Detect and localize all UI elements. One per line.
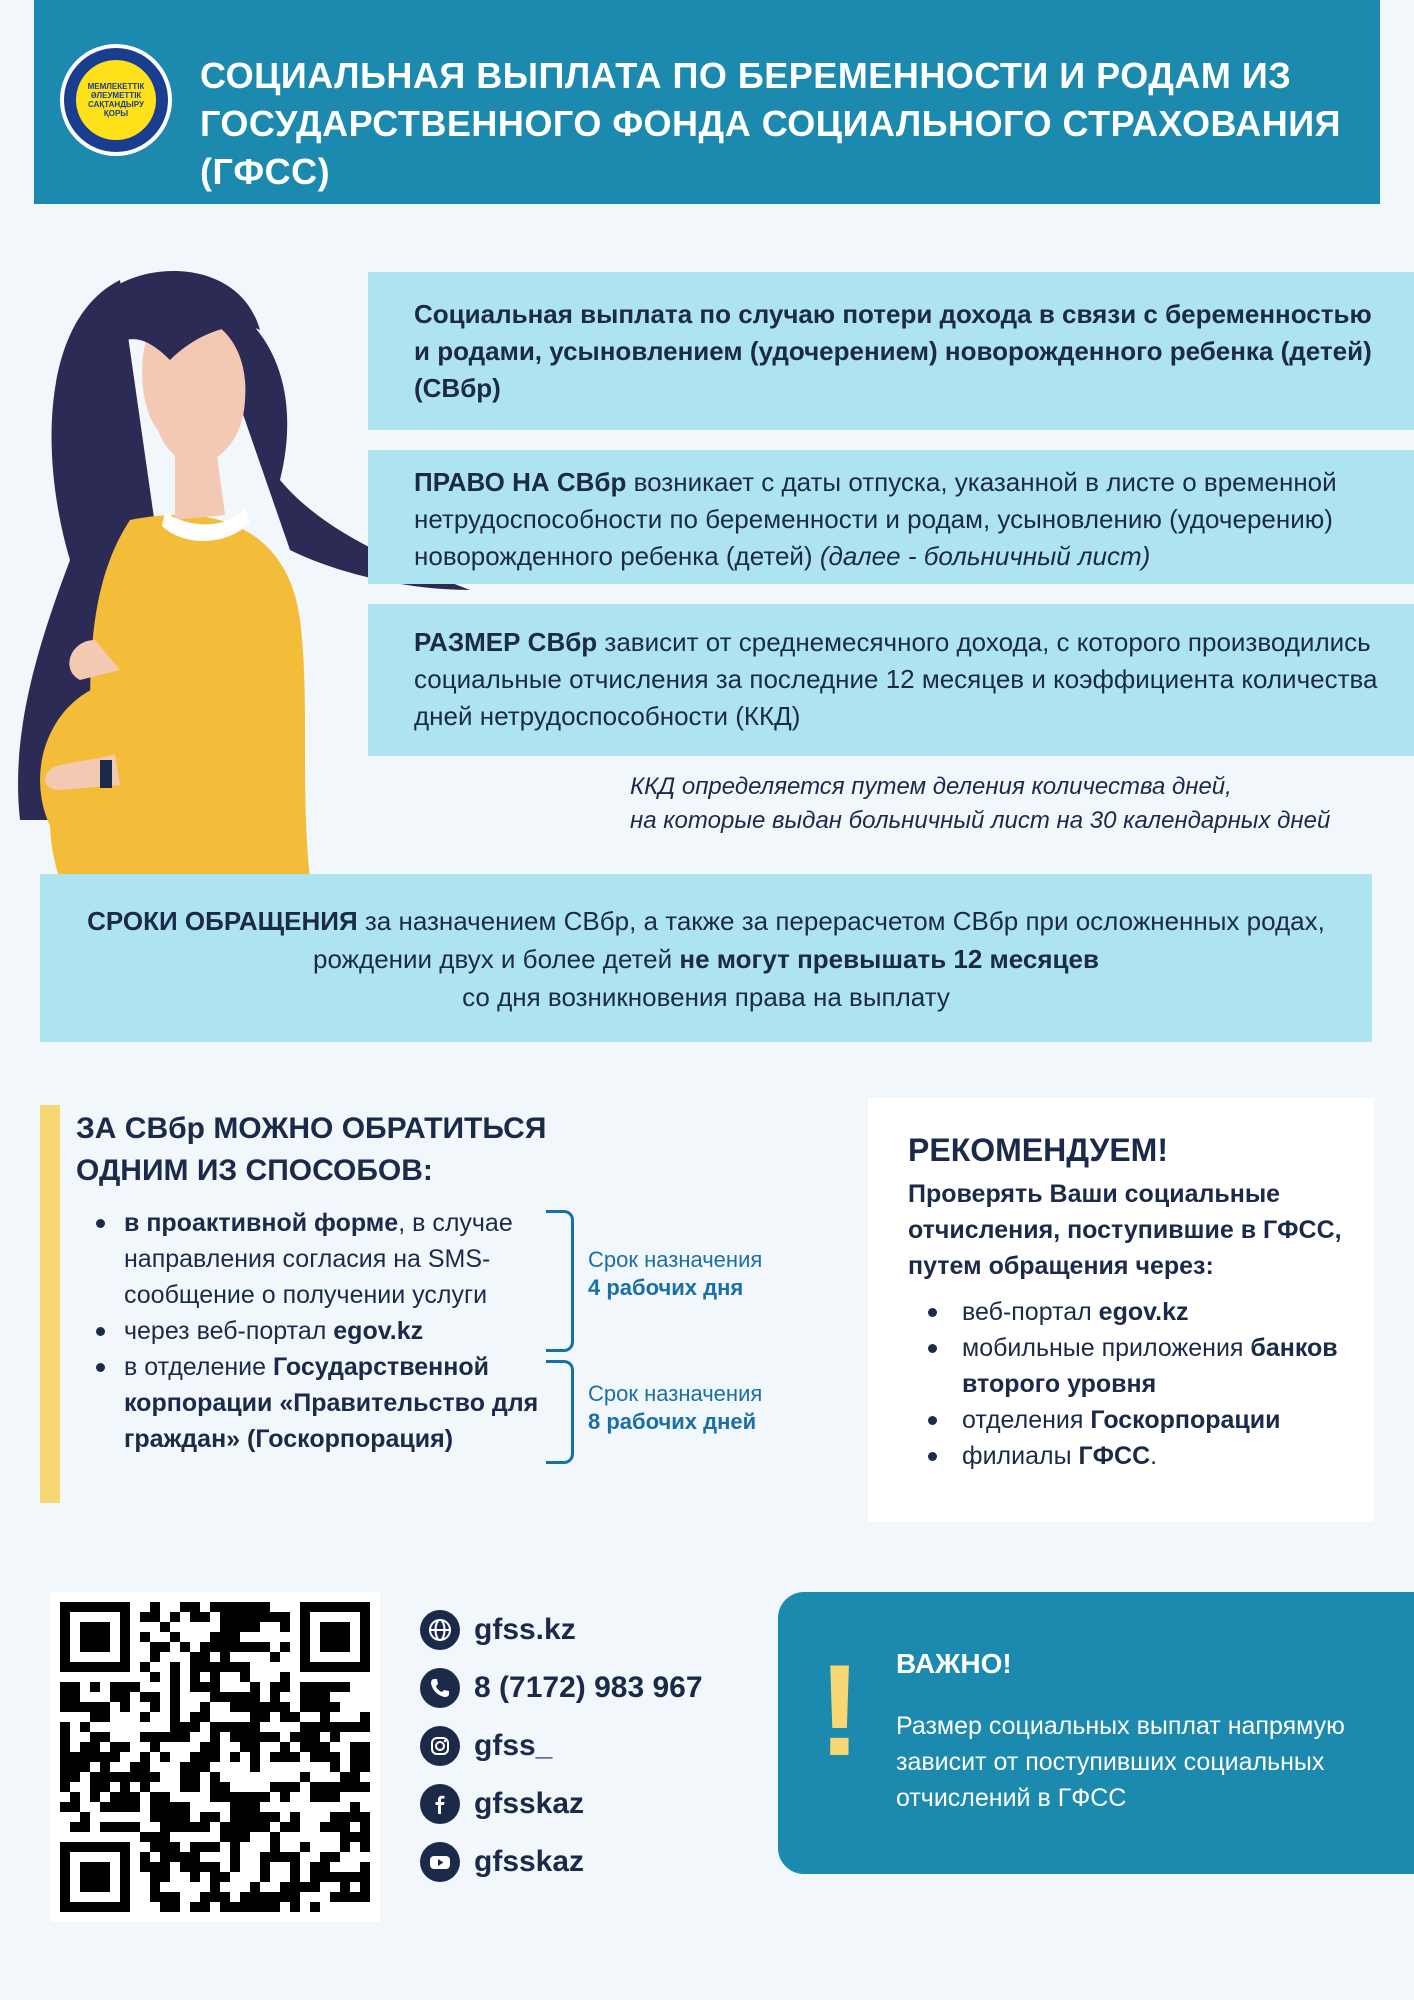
way-egov: egov.kz xyxy=(333,1317,424,1345)
page-title xyxy=(200,52,1360,196)
rec-item-bold: банков второго уровня xyxy=(962,1334,1338,1398)
ways-list xyxy=(96,1205,546,1457)
list-item xyxy=(96,1313,546,1349)
qr-code[interactable] xyxy=(50,1592,380,1922)
important-text: Размер социальных выплат напрямую зависит от поступивших социальных отчислений в ГФСС xyxy=(896,1712,1345,1812)
list-item xyxy=(924,1438,1364,1474)
rec-item-text: мобильные приложения xyxy=(962,1334,1251,1362)
term-label: Срок назначения xyxy=(588,1247,763,1272)
contact-youtube[interactable] xyxy=(420,1842,584,1882)
svbr-size-box xyxy=(368,604,1414,756)
way-egov-text: через веб-портал xyxy=(124,1317,334,1345)
way-proactive-text: , в случае направления согласия на SMS-сообщение о получении услуги xyxy=(124,1209,513,1309)
phone-text[interactable]: 8 (7172) 983 967 xyxy=(474,1671,703,1704)
application-deadline-box xyxy=(40,874,1372,1042)
list-item xyxy=(96,1349,546,1457)
list-item xyxy=(924,1330,1364,1402)
svbr-definition-box xyxy=(368,272,1414,430)
website-text[interactable]: gfss.kz xyxy=(474,1613,576,1646)
title-line-2: ГОСУДАРСТВЕННОГО ФОНДА СОЦИАЛЬНОГО СТРАХОВАНИЯ (ГФСС) xyxy=(200,103,1341,192)
rec-item-text: отделения xyxy=(962,1406,1091,1434)
rec-item-text: веб-портал xyxy=(962,1298,1099,1326)
logo-text: МЕМЛЕКЕТТІК ӘЛЕУМЕТТІК САҚТАНДЫРУ ҚОРЫ xyxy=(76,60,156,140)
size-text: зависит от среднемесячного дохода, с которого производились социальные отчисления за последние 12 месяцев и коэффициента количества дней нетрудоспособности (ККД) xyxy=(414,627,1378,731)
exclamation-icon: ! xyxy=(818,1637,862,1783)
ways-title: ЗА СВбр МОЖНО ОБРАТИТЬСЯ ОДНИМ ИЗ СПОСОБОВ: xyxy=(76,1112,547,1187)
term-label: Срок назначения xyxy=(588,1381,763,1406)
way-corp: Государственной корпорации «Правительство для граждан» (Госкорпорация) xyxy=(124,1353,539,1453)
right-italic-note: (далее - больничный лист) xyxy=(819,541,1151,571)
list-item xyxy=(96,1205,546,1313)
deadline-text-1: за назначением СВбр, а также за перерасчетом СВбр при осложненных родах, рождении двух и более детей xyxy=(313,906,1325,974)
list-item xyxy=(924,1402,1364,1438)
deadline-limit: не могут превышать 12 месяцев xyxy=(679,944,1099,974)
bracket-icon xyxy=(546,1360,574,1464)
recommend-title: РЕКОМЕНДУЕМ! xyxy=(908,1132,1168,1168)
list-item xyxy=(924,1294,1364,1330)
yellow-accent-bar xyxy=(40,1105,60,1503)
important-title: ВАЖНО! xyxy=(896,1648,1012,1679)
contact-facebook[interactable] xyxy=(420,1784,584,1824)
deadline-text-2: со дня возникновения права на выплату xyxy=(462,982,950,1012)
right-heading: ПРАВО НА СВбр xyxy=(414,467,627,497)
term-value: 8 рабочих дней xyxy=(588,1409,757,1434)
instagram-text[interactable]: gfss_ xyxy=(474,1729,553,1762)
youtube-text[interactable]: gfsskaz xyxy=(474,1845,585,1878)
contact-website[interactable] xyxy=(420,1610,576,1650)
globe-icon xyxy=(420,1610,460,1650)
right-to-svbr-box xyxy=(368,450,1414,584)
svbr-definition-text: Социальная выплата по случаю потери дохода в связи с беременностью и родами, усыновлением (удочерением) новорожденного ребенка (детей) (СВбр) xyxy=(414,299,1372,403)
term-8-days xyxy=(588,1380,808,1436)
kkd-note-line-2: на которые выдан больничный лист на 30 календарных дней xyxy=(630,807,1331,834)
term-value: 4 рабочих дня xyxy=(588,1275,744,1300)
right-text: возникает с даты отпуска, указанной в листе о временной нетрудоспособности по беременности и родам, усыновлению (удочерению) новорожденного ребенка (детей) xyxy=(414,467,1337,571)
way-corp-text: в отделение xyxy=(124,1353,273,1381)
rec-item-bold: Госкорпорации xyxy=(1090,1406,1281,1434)
recommend-list xyxy=(924,1294,1364,1474)
rec-item-bold: ГФСС xyxy=(1078,1442,1151,1470)
rec-item-bold: egov.kz xyxy=(1098,1298,1189,1326)
way-proactive: в проактивной форме xyxy=(124,1209,399,1237)
rec-item-end: . xyxy=(1150,1442,1158,1470)
kkd-note xyxy=(630,770,1390,838)
deadline-heading: СРОКИ ОБРАЩЕНИЯ xyxy=(87,906,358,936)
kkd-note-line-1: ККД определяется путем деления количества дней, xyxy=(630,773,1232,800)
facebook-icon xyxy=(420,1784,460,1824)
bracket-icon xyxy=(546,1210,574,1352)
rec-item-text: филиалы xyxy=(962,1442,1079,1470)
facebook-text[interactable]: gfsskaz xyxy=(474,1787,585,1820)
phone-icon xyxy=(420,1668,460,1708)
contact-instagram[interactable] xyxy=(420,1726,552,1766)
title-line-1: СОЦИАЛЬНАЯ ВЫПЛАТА ПО БЕРЕМЕННОСТИ И РОДАМ ИЗ xyxy=(200,55,1292,96)
instagram-icon xyxy=(420,1726,460,1766)
contact-phone[interactable] xyxy=(420,1668,703,1708)
gfss-logo xyxy=(60,44,172,156)
term-4-days xyxy=(588,1246,808,1302)
size-heading: РАЗМЕР СВбр xyxy=(414,627,598,657)
recommend-text: Проверять Ваши социальные отчисления, поступившие в ГФСС, путем обращения через: xyxy=(908,1180,1342,1280)
youtube-icon xyxy=(420,1842,460,1882)
